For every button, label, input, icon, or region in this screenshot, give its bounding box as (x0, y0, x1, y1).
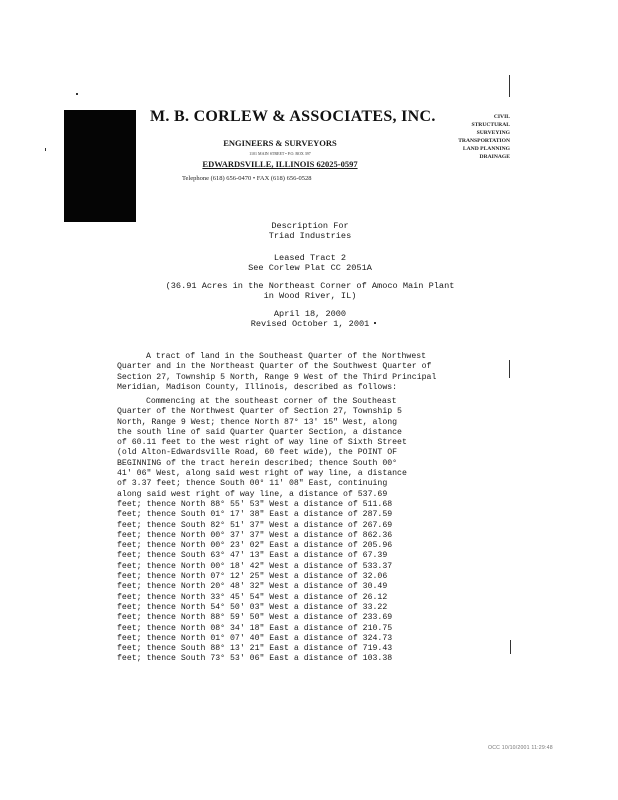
text-line: of 60.11 feet to the west right of way line of Sixth Street (117, 438, 407, 448)
text-line: feet; thence North 00° 37' 37" West a distance of 862.36 (117, 530, 393, 540)
text-line: feet; thence North 07° 12' 25" West a distance of 32.06 (117, 572, 388, 582)
service-item: LAND PLANNING (462, 146, 510, 152)
text-line: A tract of land in the Southeast Quarter of the Northwest (146, 352, 427, 361)
service-item: DRAINAGE (479, 154, 510, 160)
text-line: 41' 06" West, along said west right of way line, a distance (117, 469, 407, 479)
acreage-block (100, 281, 520, 301)
acreage-line: in Wood River, IL) (263, 291, 357, 302)
text-line: feet; thence North 88° 59' 50" West a distance of 233.69 (117, 613, 393, 623)
scan-edge-mark (510, 640, 511, 654)
text-line: Quarter of the Northwest Quarter of Section 27, Township 5 (117, 407, 402, 417)
text-line: feet; thence North 33° 45' 54" West a distance of 26.12 (117, 592, 388, 602)
engineers-line: ENGINEERS & SURVEYORS (223, 138, 337, 148)
intro-paragraph (117, 352, 503, 393)
text-line: feet; thence North 00° 23' 02" East a distance of 205.96 (117, 541, 393, 551)
text-line: the south line of said Quarter Quarter Section, a distance (117, 427, 402, 437)
text-line: feet; thence North 01° 07' 40" East a distance of 324.73 (117, 633, 393, 643)
text-line: BEGINNING of the tract herein described; thence South 00° (117, 458, 398, 468)
document-stamp: OCC 10/10/2001 11:29:48 (488, 745, 553, 751)
text-line: feet; thence South 63° 47' 13" East a distance of 67.39 (117, 551, 388, 561)
text-line: feet; thence South 73° 53' 06" East a distance of 103.38 (117, 654, 393, 664)
service-item: SURVEYING (476, 130, 510, 136)
redaction-block (64, 110, 136, 222)
service-item: TRANSPORTATION (458, 138, 510, 144)
text-line: feet; thence North 88° 55' 53" West a distance of 511.68 (117, 499, 393, 509)
document-date: April 18, 2000 (273, 309, 347, 319)
services-list (414, 113, 510, 161)
text-line: of 3.37 feet; thence South 00° 11' 08" East, continuing (117, 479, 388, 489)
acreage-line: (36.91 Acres in the Northeast Corner of Amoco Main Plant (165, 281, 455, 291)
text-line: Quarter and in the Northeast Quarter of the Southwest Quarter of (117, 362, 432, 372)
tract-block (100, 253, 520, 273)
revised-date: Revised October 1, 2001 (250, 319, 370, 330)
tract-label: Leased Tract 2 (273, 253, 347, 263)
text-line: feet; thence South 88° 13' 21" East a distance of 719.43 (117, 644, 393, 654)
text-line: (old Alton-Edwardsville Road, 60 feet wide), the POINT OF (117, 448, 398, 458)
scan-speck (45, 148, 46, 151)
service-item: STRUCTURAL (471, 122, 510, 128)
legal-description (117, 397, 503, 665)
title-block (100, 221, 520, 241)
text-line: Commencing at the southeast corner of the Southeast (146, 397, 397, 406)
text-line: feet; thence North 08° 34' 18" East a distance of 210.75 (117, 623, 393, 633)
text-line: feet; thence North 00° 18' 42" West a distance of 533.37 (117, 561, 393, 571)
scan-edge-mark (509, 75, 510, 97)
text-line: feet; thence North 20° 48' 32" West a distance of 30.49 (117, 582, 388, 592)
plat-reference: See Corlew Plat CC 2051A (248, 263, 372, 274)
date-block (100, 309, 520, 329)
text-line: North, Range 9 West; thence North 87° 13' 15" West, along (117, 417, 398, 427)
service-item: CIVIL (493, 114, 510, 120)
phone-fax-line: Telephone (618) 656-0470 • FAX (618) 656-0528 (182, 175, 312, 182)
street-address: 1101 MAIN STREET • P.O. BOX 397 (249, 151, 311, 156)
text-line: feet; thence South 82° 51' 37" West a distance of 267.69 (117, 520, 393, 530)
text-line: Meridian, Madison County, Illinois, described as follows: (117, 382, 398, 392)
description-for: Description For (271, 221, 349, 231)
company-name: M. B. CORLEW & ASSOCIATES, INC. (150, 108, 436, 125)
text-line: Section 27, Township 5 North, Range 9 West of the Third Principal (117, 372, 437, 382)
text-line: along said west right of way line, a distance of 537.69 (117, 489, 388, 499)
text-line: feet; thence South 01° 17' 38" East a distance of 287.59 (117, 510, 393, 520)
client-name: Triad Industries (268, 231, 352, 242)
scan-speck (76, 93, 78, 95)
scan-speck (374, 322, 376, 324)
city-line: EDWARDSVILLE, ILLINOIS 62025-0597 (202, 159, 358, 169)
text-line: feet; thence North 54° 50' 03" West a distance of 33.22 (117, 602, 388, 612)
letterhead (150, 108, 436, 169)
scan-edge-mark (509, 360, 510, 378)
